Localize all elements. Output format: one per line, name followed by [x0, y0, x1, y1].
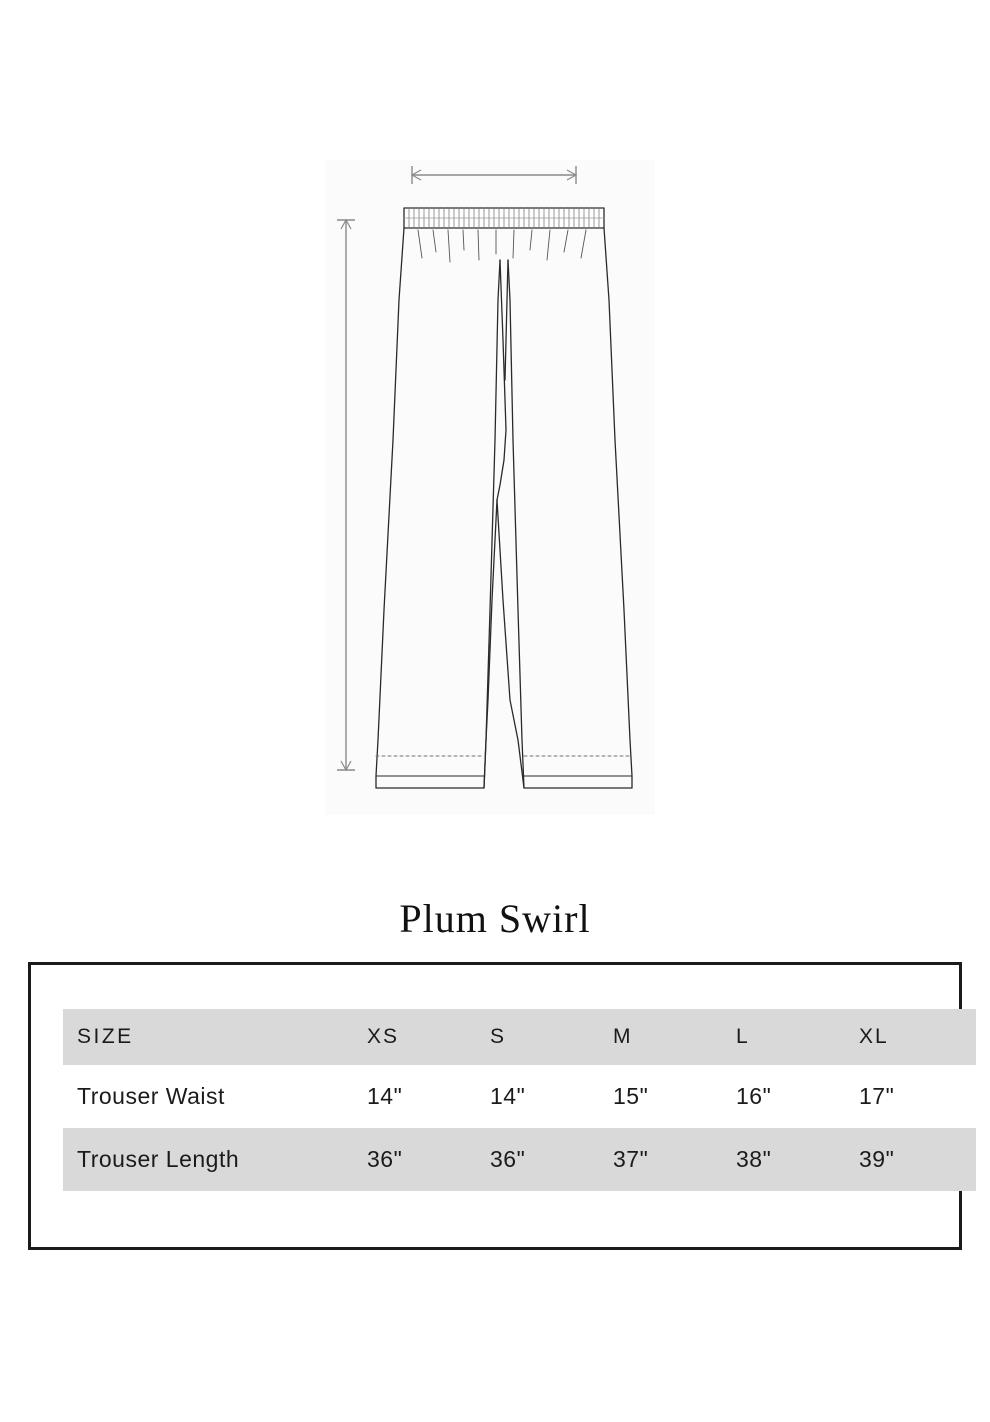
cell-trouser-length-s: 36" — [484, 1128, 607, 1191]
header-size-xs: XS — [361, 1009, 484, 1065]
cell-trouser-length-xs: 36" — [361, 1128, 484, 1191]
page-title: Plum Swirl — [399, 896, 591, 941]
waist-dimension-arrow — [412, 166, 576, 184]
cell-trouser-waist-m: 15" — [607, 1065, 730, 1128]
size-chart-table — [63, 1009, 976, 1191]
table-header-row — [63, 1009, 976, 1065]
cell-trouser-waist-xl: 17" — [853, 1065, 976, 1128]
row-label-trouser-length: Trouser Length — [63, 1128, 361, 1191]
header-size-l: L — [730, 1009, 853, 1065]
table-row — [63, 1065, 976, 1128]
cell-trouser-waist-xs: 14" — [361, 1065, 484, 1128]
header-label: SIZE — [63, 1009, 361, 1065]
length-dimension-arrow — [337, 220, 355, 770]
trouser-technical-flat-sketch — [300, 140, 720, 820]
cell-trouser-length-m: 37" — [607, 1128, 730, 1191]
header-size-m: M — [607, 1009, 730, 1065]
size-chart-frame — [28, 962, 962, 1250]
cell-trouser-waist-l: 16" — [730, 1065, 853, 1128]
header-size-xl: XL — [853, 1009, 976, 1065]
header-size-s: S — [484, 1009, 607, 1065]
cell-trouser-length-l: 38" — [730, 1128, 853, 1191]
row-label-trouser-waist: Trouser Waist — [63, 1065, 361, 1128]
cell-trouser-length-xl: 39" — [853, 1128, 976, 1191]
cell-trouser-waist-s: 14" — [484, 1065, 607, 1128]
table-row — [63, 1128, 976, 1191]
